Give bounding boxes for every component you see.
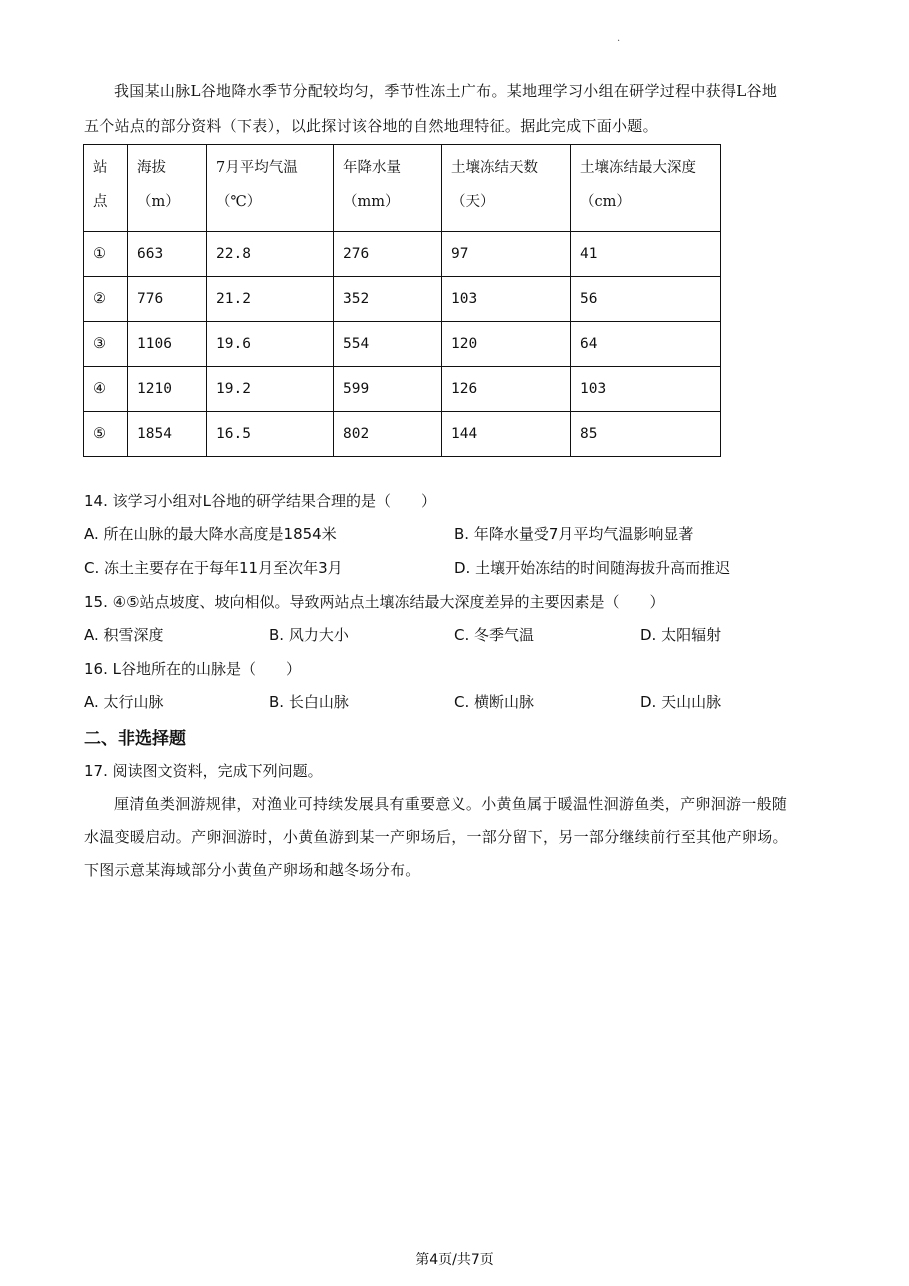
cell-july-temp: 19.6 [207,322,334,367]
cell-precip: 802 [334,412,442,457]
table-header-row [84,145,721,232]
cell-frozen-depth: 85 [571,412,721,457]
top-mark: . [617,33,621,44]
table-row [84,322,721,367]
question-15-option-b: B. 风力大小 [269,626,349,644]
question-14-option-c: C. 冻土主要存在于每年11月至次年3月 [84,559,343,577]
header-precip: 年降水量 （mm） [334,145,442,232]
q17-line-3: 下图示意某海域部分小黄鱼产卵场和越冬场分布。 [84,861,421,879]
header-frozen-days: 土壤冻结天数 （天） [442,145,571,232]
cell-station: ④ [84,367,128,412]
cell-july-temp: 19.2 [207,367,334,412]
question-15-stem: 15. ④⑤站点坡度、坡向相似。导致两站点土壤冻结最大深度差异的主要因素是（ ） [84,593,665,611]
intro-passage [84,74,822,144]
cell-frozen-days: 120 [442,322,571,367]
question-15-option-d: D. 太阳辐射 [640,626,722,644]
question-15-option-a: A. 积雪深度 [84,626,164,644]
question-14-stem: 14. 该学习小组对L谷地的研学结果合理的是（ ） [84,492,436,510]
question-16-option-c: C. 横断山脉 [454,693,535,711]
cell-precip: 352 [334,277,442,322]
station-data-table [83,144,721,457]
question-16-option-b: B. 长白山脉 [269,693,349,711]
cell-altitude: 1106 [128,322,207,367]
page-footer: 第4页/共7页 [415,1252,494,1268]
header-station: 站 点 [84,145,128,232]
cell-station: ⑤ [84,412,128,457]
section-heading: 二、非选择题 [84,729,186,749]
question-16-stem: 16. L谷地所在的山脉是（ ） [84,660,301,678]
question-17-passage [84,788,824,887]
intro-line-1: 我国某山脉L谷地降水季节分配较均匀，季节性冻土广布。某地理学习小组在研学过程中获得L谷地 [114,82,778,100]
question-15-option-c: C. 冬季气温 [454,626,535,644]
cell-altitude: 663 [128,232,207,277]
cell-precip: 554 [334,322,442,367]
cell-frozen-depth: 56 [571,277,721,322]
cell-altitude: 1854 [128,412,207,457]
cell-frozen-depth: 103 [571,367,721,412]
cell-frozen-days: 126 [442,367,571,412]
cell-july-temp: 22.8 [207,232,334,277]
cell-precip: 276 [334,232,442,277]
cell-station: ③ [84,322,128,367]
cell-july-temp: 16.5 [207,412,334,457]
question-14-option-b: B. 年降水量受7月平均气温影响显著 [454,525,694,543]
cell-altitude: 776 [128,277,207,322]
header-altitude: 海拔 （m） [128,145,207,232]
cell-frozen-days: 144 [442,412,571,457]
table-row [84,232,721,277]
cell-station: ① [84,232,128,277]
cell-frozen-depth: 64 [571,322,721,367]
cell-frozen-days: 97 [442,232,571,277]
cell-altitude: 1210 [128,367,207,412]
table-row [84,412,721,457]
cell-july-temp: 21.2 [207,277,334,322]
q17-line-2: 水温变暖启动。产卵洄游时，小黄鱼游到某一产卵场后，一部分留下，另一部分继续前行至其他产卵场。 [84,828,788,846]
question-16-option-d: D. 天山山脉 [640,693,722,711]
cell-frozen-depth: 41 [571,232,721,277]
cell-precip: 599 [334,367,442,412]
header-frozen-depth: 土壤冻结最大深度 （cm） [571,145,721,232]
cell-station: ② [84,277,128,322]
table-row [84,277,721,322]
question-14-option-a: A. 所在山脉的最大降水高度是1854米 [84,525,337,543]
question-17-stem: 17. 阅读图文资料，完成下列问题。 [84,762,323,780]
question-16-option-a: A. 太行山脉 [84,693,164,711]
cell-frozen-days: 103 [442,277,571,322]
table-row [84,367,721,412]
q17-line-1: 厘清鱼类洄游规律，对渔业可持续发展具有重要意义。小黄鱼属于暖温性洄游鱼类，产卵洄游一般随 [114,795,788,813]
intro-line-2: 五个站点的部分资料（下表），以此探讨该谷地的自然地理特征。据此完成下面小题。 [84,117,658,135]
question-14-option-d: D. 土壤开始冻结的时间随海拔升高而推迟 [454,559,731,577]
header-july-temp: 7月平均气温 （℃） [207,145,334,232]
